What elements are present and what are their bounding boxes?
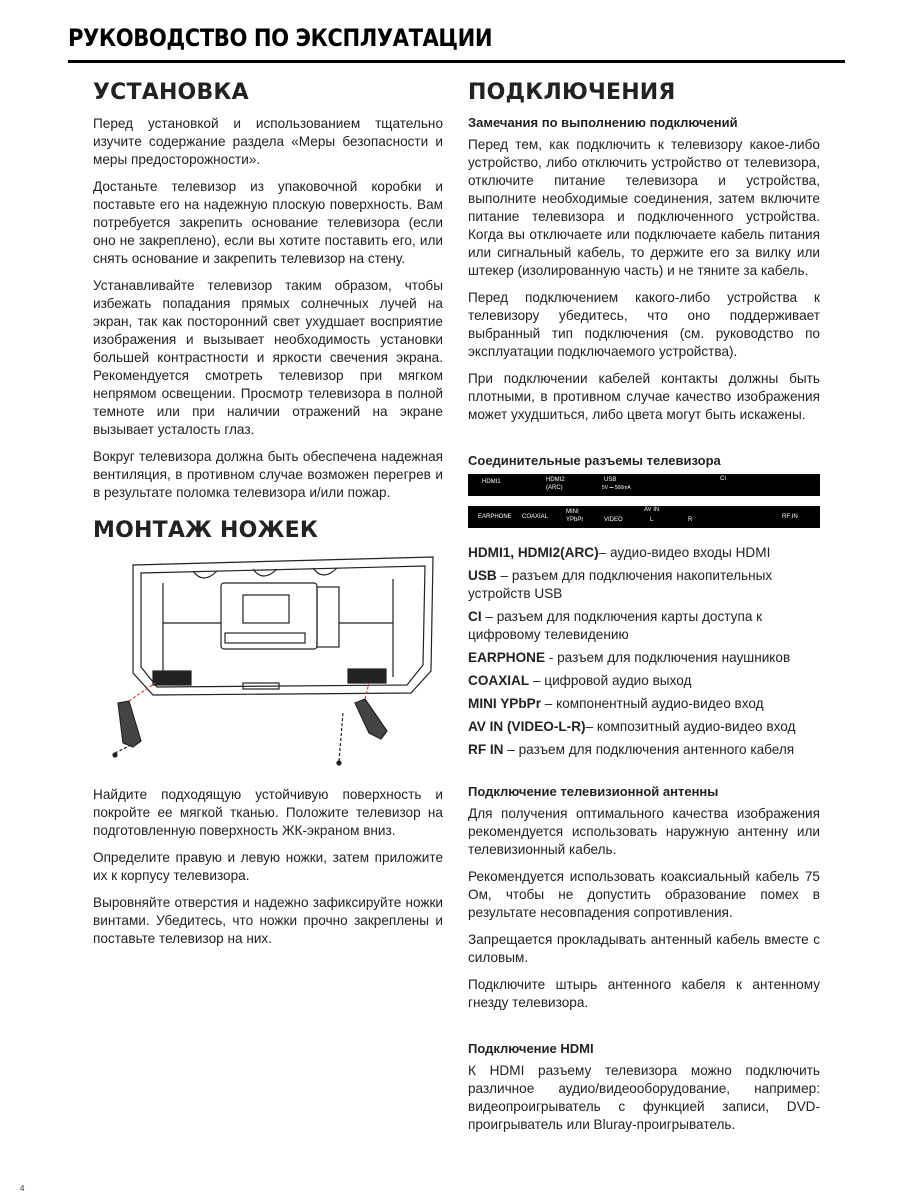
audio-l-port-label: L [650,517,654,523]
port-term: COAXIAL [468,673,530,688]
list-item [468,695,820,713]
hdmi2-port-label: HDMI2 [546,477,565,483]
ports-subheading: Соединительные разъемы телевизора [468,453,721,468]
list-item [468,567,820,603]
list-item [468,649,820,667]
port-term: MINI YPbPr [468,696,542,711]
right-column [468,76,820,1143]
port-term: HDMI1, HDMI2(ARC) [468,545,599,560]
port-desc: – разъем для подключения карты доступа к цифровому телевидению [468,609,763,642]
earphone-port-label: EARPHONE [478,514,512,520]
port-term: EARPHONE [468,650,546,665]
ports-list [468,544,820,759]
avin-label: AV IN [644,507,660,513]
antenna-paragraph: Запрещается прокладывать антенный кабель вместе с силовым. [468,932,820,965]
tv-back-illustration [93,553,443,768]
port-desc: – разъем для подключения накопительных устройств USB [468,568,773,601]
left-column [93,76,443,957]
connections-heading: ПОДКЛЮЧЕНИЯ [468,80,676,105]
hdmi-subheading: Подключение HDMI [468,1041,594,1056]
list-item [468,672,820,690]
antenna-subheading: Подключение телевизионной антенны [468,784,719,799]
antenna-paragraph: Подключите штырь антенного кабеля к антенному гнезду телевизора. [468,977,820,1010]
install-paragraph: Устанавливайте телевизор таким образом, чтобы избежать попадания прямых солнечных лучей на экран, так как посторонний свет ухудшает восприятие изображения и вызывает необходимость установки большей контрастности и яркости свечения экрана. Рекомендуется смотреть телевизор при мягком непрямом освещении. Просмотр телевизора в полной темноте или при наличии отражений на экране вызывает усталость глаз. [93,278,443,437]
port-desc: – разъем для подключения антенного кабеля [503,742,795,757]
ypbpr-port-label: YPbPr [566,517,584,523]
port-term: USB [468,568,497,583]
audio-r-port-label: R [688,517,693,523]
port-desc: – цифровой аудио выход [529,673,692,688]
list-item [468,608,820,644]
notes-paragraph: Перед подключением какого-либо устройства к телевизору убедитесь, что оно поддерживает выбранный тип подключения (см. руководство по эксплуатации подключаемого устройства). [468,290,820,359]
notes-paragraph: При подключении кабелей контакты должны быть плотными, в противном случае качество изображения может ухудшиться, либо цвета могут быть искажены. [468,371,820,422]
legs-paragraph: Выровняйте отверстия и надежно зафиксируйте ножки винтами. Убедитесь, что ножки прочно закреплены и поставьте телевизор на них. [93,895,443,946]
rfin-port-label: RF IN [782,514,798,520]
legs-paragraph: Определите правую и левую ножки, затем приложите их к корпусу телевизора. [93,850,443,883]
connector-panel [468,474,820,528]
port-desc: - разъем для подключения наушников [545,650,791,665]
usb-power-label: 5V ⎓ 500mA [602,485,631,491]
hdmi-paragraph: К HDMI разъему телевизора можно подключить различное аудио/видеооборудование, например: видеопроигрыватель с функцией записи, DVD-проигрыватель или Bluray-проигрыватель. [468,1063,820,1132]
mini-label: MINI [566,509,579,515]
port-term: RF IN [468,742,504,757]
page-title: РУКОВОДСТВО ПО ЭКСПЛУАТАЦИИ [68,24,493,52]
antenna-paragraph: Рекомендуется использовать коаксиальный кабель 75 Ом, чтобы не допустить образование помех в результате несовпадения сопротивления. [468,869,820,920]
panel-top-row [468,474,820,496]
ci-slot-label: CI [720,476,726,482]
install-paragraph: Перед установкой и использованием тщательно изучите содержание раздела «Меры безопасности и меры предосторожности». [93,116,443,167]
antenna-paragraph: Для получения оптимального качества изображения рекомендуется использовать наружную антенну или телевизионный кабель. [468,806,820,857]
install-heading: УСТАНОВКА [93,80,249,105]
legs-heading: МОНТАЖ НОЖЕК [93,518,319,543]
legs-paragraph: Найдите подходящую устойчивую поверхность и покройте ее мягкой тканью. Положите телевизор на подготовленную поверхность ЖК-экраном вниз. [93,787,443,838]
panel-bottom-row [468,506,820,528]
video-port-label: VIDEO [604,517,623,523]
list-item [468,718,820,736]
install-paragraph: Достаньте телевизор из упаковочной коробки и поставьте его на надежную плоскую поверхность. Вам потребуется закрепить основание телевизора (если оно не закреплено), если вы хотите поставить его, или снять основание и закрепить телевизор на стену. [93,179,443,266]
port-term: AV IN (VIDEO-L-R) [468,719,586,734]
coaxial-port-label: COAXIAL [522,514,549,520]
port-desc: – аудио-видео входы HDMI [598,545,771,560]
hdmi1-port-label: HDMI1 [482,479,501,485]
page-number: 4 [20,1184,25,1193]
usb-port-label: USB [604,477,617,483]
tv-legs-diagram [93,553,443,768]
port-desc: – компонентный аудио-видео вход [541,696,764,711]
port-desc: – композитный аудио-видео вход [585,719,796,734]
install-paragraph: Вокруг телевизора должна быть обеспечена надежная вентиляция, в противном случае возможен перегрев и в результате поломка телевизора и/или пожар. [93,449,443,500]
port-term: CI [468,609,482,624]
list-item [468,544,820,562]
title-divider [68,60,845,63]
notes-paragraph: Перед тем, как подключить к телевизору какое-либо устройство, либо отключить устройство от телевизора, отключите питание телевизора и устройства, выполните необходимые соединения, затем включите питание телевизора и подключенного устройства. Когда вы отключаете или подключаете кабель питания или сигнальный кабель, то держите его за вилку или штекер (изолированную часть) и не тяните за кабель. [468,137,820,278]
notes-subheading: Замечания по выполнению подключений [468,115,738,130]
list-item [468,741,820,759]
arc-label: (ARC) [546,485,563,491]
